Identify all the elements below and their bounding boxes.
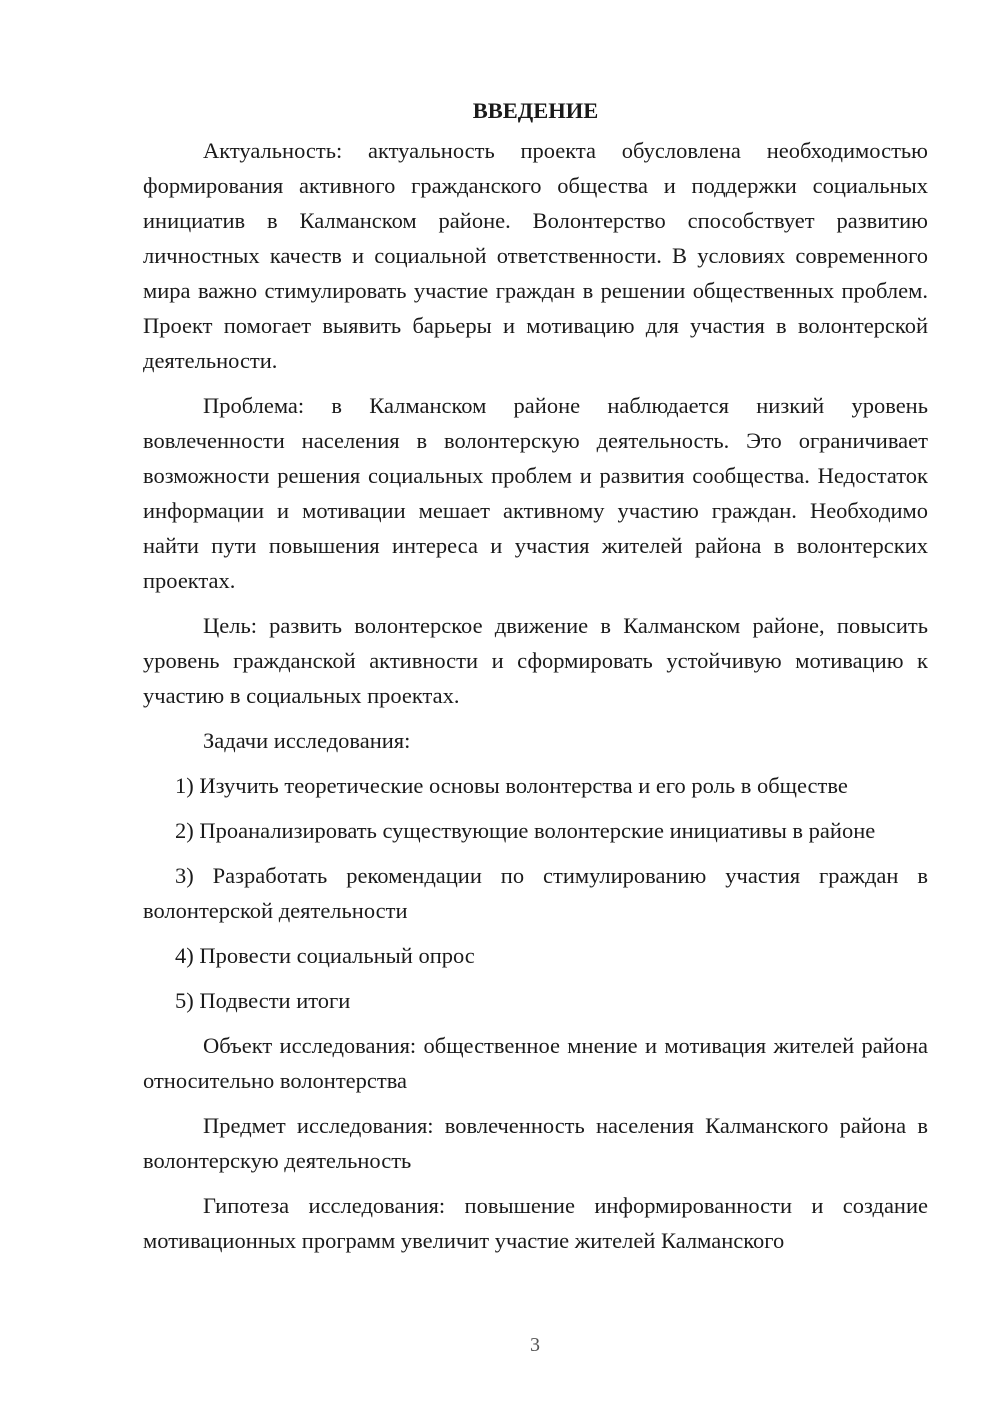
task-item: 1) Изучить теоретические основы волонтерства и его роль в обществе	[175, 773, 848, 798]
page-number: 3	[530, 1334, 540, 1356]
paragraph-object: Объект исследования: общественное мнение и мотивация жителей района относительно волонтерства	[143, 1033, 928, 1093]
task-item: 3) Разработать рекомендации по стимулированию участия граждан в волонтерской деятельности	[143, 863, 928, 923]
tasks-heading: Задачи исследования:	[203, 728, 411, 753]
page-content	[143, 93, 928, 1258]
paragraph-relevance: Актуальность: актуальность проекта обусловлена необходимостью формирования активного гражданского общества и поддержки социальных инициатив в Калманском районе. Волонтерство способствует развитию личностных качеств и социальной ответственности. В условиях современного мира важно стимулировать участие граждан в решении общественных проблем. Проект помогает выявить барьеры и мотивацию для участия в волонтерской деятельности.	[143, 138, 928, 373]
task-item: 2) Проанализировать существующие волонтерские инициативы в районе	[175, 818, 876, 843]
task-item: 5) Подвести итоги	[175, 988, 351, 1013]
task-item: 4) Провести социальный опрос	[175, 943, 475, 968]
page-title: ВВЕДЕНИЕ	[472, 98, 599, 123]
paragraph-hypothesis: Гипотеза исследования: повышение информированности и создание мотивационных программ увеличит участие жителей Калманского	[143, 1193, 928, 1253]
paragraph-problem: Проблема: в Калманском районе наблюдается низкий уровень вовлеченности населения в волонтерскую деятельность. Это ограничивает возможности решения социальных проблем и развития сообщества. Недостаток информации и мотивации мешает активному участию граждан. Необходимо найти пути повышения интереса и участия жителей района в волонтерских проектах.	[143, 393, 928, 593]
paragraph-subject: Предмет исследования: вовлеченность населения Калманского района в волонтерскую деятельность	[143, 1113, 928, 1173]
paragraph-goal: Цель: развить волонтерское движение в Калманском районе, повысить уровень гражданской активности и сформировать устойчивую мотивацию к участию в социальных проектах.	[143, 613, 928, 708]
